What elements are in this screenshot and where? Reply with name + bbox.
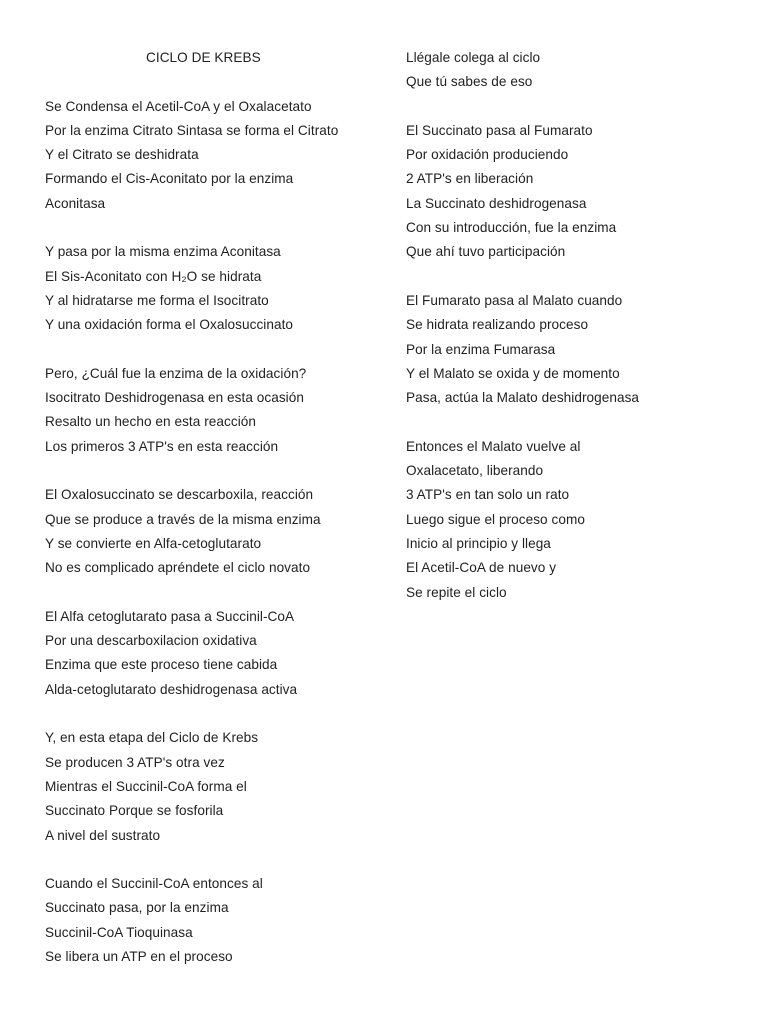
verse-line: A nivel del sustrato — [45, 827, 161, 843]
verse-line: Y el Malato se oxida y de momento — [406, 365, 620, 381]
right-column — [406, 46, 746, 605]
verse-line: Que ahí tuvo participación — [406, 244, 566, 260]
verse-line: Pasa, actúa la Malato deshidrogenasa — [406, 390, 640, 406]
stanza-spacer — [45, 848, 385, 872]
verse-line: Aconitasa — [45, 195, 106, 211]
verse-line: Con su introducción, fue la enzima — [406, 220, 617, 236]
verse-line: Y, en esta etapa del Ciclo de Krebs — [45, 730, 259, 746]
verse-line: Y se convierte en Alfa-cetoglutarato — [45, 535, 262, 551]
verse-line: Por la enzima Citrato Sintasa se forma el Citrato — [45, 122, 339, 138]
verse-line: El Succinato pasa al Fumarato — [406, 122, 593, 138]
verse-line: Entonces el Malato vuelve al — [406, 438, 581, 454]
verse-line: Se Condensa el Acetil-CoA y el Oxalacetato — [45, 98, 312, 114]
verse-line: El Sis-Aconitato con H₂O se hidrata — [45, 268, 262, 284]
stanza-spacer — [45, 459, 385, 483]
stanza-spacer — [406, 410, 746, 434]
verse-line: Se libera un ATP en el proceso — [45, 948, 233, 964]
verse-line: Los primeros 3 ATP's en esta reacción — [45, 438, 279, 454]
verse-line: Por oxidación produciendo — [406, 147, 569, 163]
verse-line: Y al hidratarse me forma el Isocitrato — [45, 292, 269, 308]
verse-line: Y una oxidación forma el Oxalosuccinato — [45, 317, 294, 333]
verse-line: Y el Citrato se deshidrata — [45, 147, 199, 163]
stanza-spacer — [45, 216, 385, 240]
stanza-spacer — [406, 95, 746, 119]
verse-line: La Succinato deshidrogenasa — [406, 195, 587, 211]
verse-line: Formando el Cis-Aconitato por la enzima — [45, 171, 294, 187]
verse-line: Que se produce a través de la misma enzima — [45, 511, 321, 527]
verse-line: Succinil-CoA Tioquinasa — [45, 924, 193, 940]
verse-line: El Oxalosuccinato se descarboxila, reacción — [45, 487, 314, 503]
verse-line: El Fumarato pasa al Malato cuando — [406, 292, 623, 308]
verse-line: 2 ATP's en liberación — [406, 171, 534, 187]
stanza-spacer — [45, 70, 385, 94]
verse-line: Isocitrato Deshidrogenasa en esta ocasión — [45, 390, 304, 406]
stanza-spacer — [45, 338, 385, 362]
verse-line: Luego sigue el proceso como — [406, 511, 585, 527]
verse-line: Por la enzima Fumarasa — [406, 341, 556, 357]
verse-line: Se producen 3 ATP's otra vez — [45, 754, 225, 770]
verse-line: El Acetil-CoA de nuevo y — [406, 560, 557, 576]
verse-line: Inicio al principio y llega — [406, 535, 551, 551]
stanza-spacer — [45, 581, 385, 605]
stanza-spacer — [406, 265, 746, 289]
verse-line: Se repite el ciclo — [406, 584, 507, 600]
verse-line: Succinato Porque se fosforila — [45, 803, 224, 819]
verse-line: Se hidrata realizando proceso — [406, 317, 589, 333]
stanza-spacer — [45, 702, 385, 726]
verse-line: Succinato pasa, por la enzima — [45, 900, 229, 916]
verse-line: 3 ATP's en tan solo un rato — [406, 487, 570, 503]
verse-line: Oxalacetato, liberando — [406, 463, 544, 479]
verse-line: Cuando el Succinil-CoA entonces al — [45, 876, 263, 892]
verse-line: Alda-cetoglutarato deshidrogenasa activa — [45, 681, 298, 697]
left-column — [45, 46, 385, 969]
verse-line: Resalto un hecho en esta reacción — [45, 414, 256, 430]
verse-line: No es complicado apréndete el ciclo novato — [45, 560, 311, 576]
verse-line: Enzima que este proceso tiene cabida — [45, 657, 278, 673]
verse-line: El Alfa cetoglutarato pasa a Succinil-CoA — [45, 608, 295, 624]
verse-line: Mientras el Succinil-CoA forma el — [45, 778, 247, 794]
verse-line: Por una descarboxilacion oxidativa — [45, 633, 257, 649]
verse-line: Que tú sabes de eso — [406, 74, 533, 90]
verse-line: Llégale colega al ciclo — [406, 50, 541, 65]
page-title: CICLO DE KREBS — [146, 50, 261, 65]
verse-line: Y pasa por la misma enzima Aconitasa — [45, 244, 281, 260]
verse-line: Pero, ¿Cuál fue la enzima de la oxidación? — [45, 365, 307, 381]
